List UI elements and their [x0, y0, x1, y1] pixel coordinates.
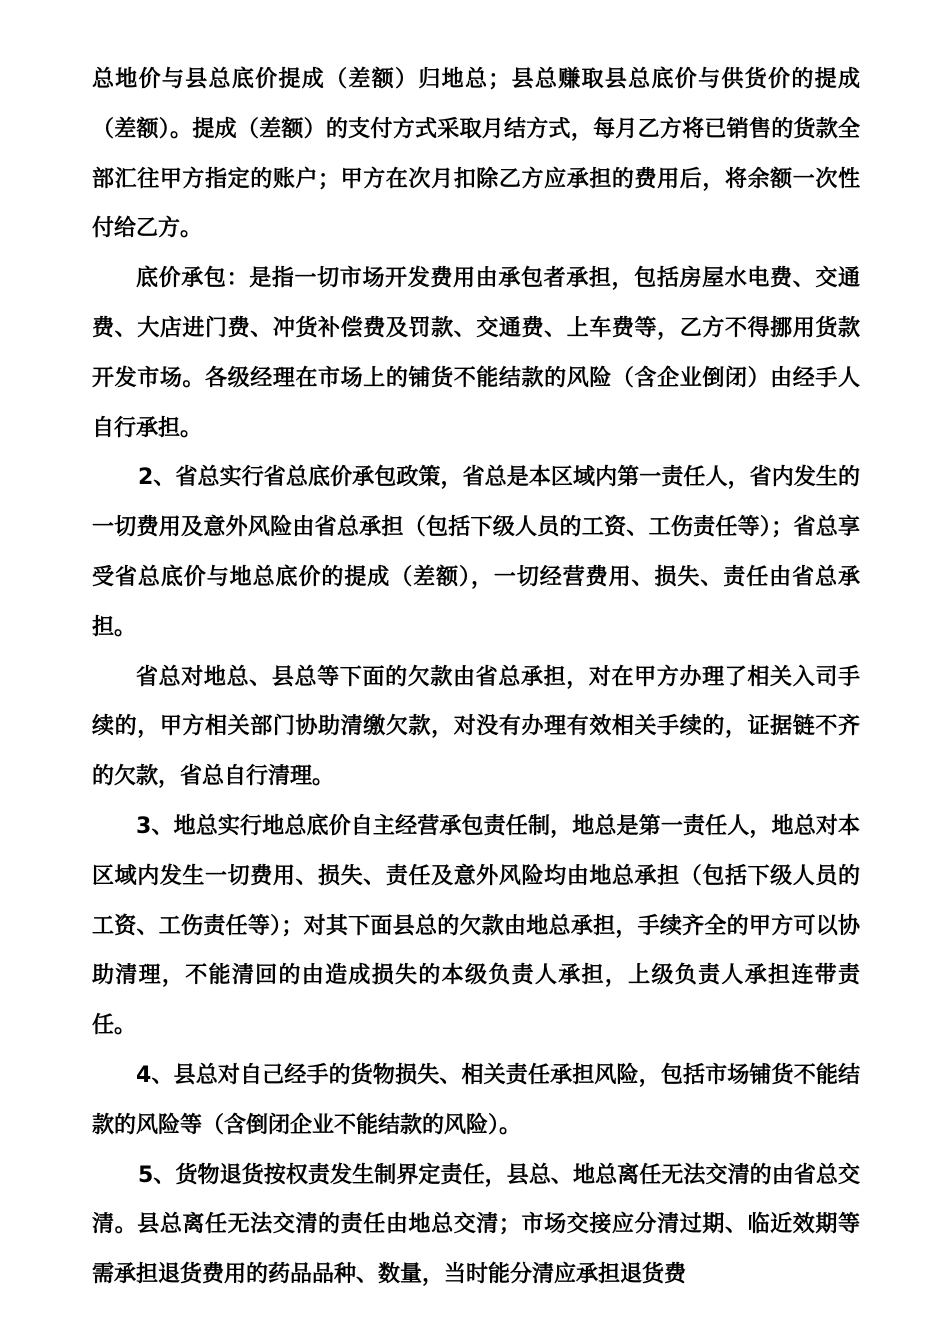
- document-body: [92, 55, 860, 1300]
- paragraph-item-2: 2、省总实行省总底价承包政策，省总是本区域内第一责任人，省内发生的一切费用及意外风险由省总承担（包括下级人员的工资、工伤责任等）；省总享受省总底价与地总底价的提成（差额），一切经营费用、损失、责任由省总承担。: [92, 465, 860, 640]
- paragraph-item-4: 4、县总对自己经手的货物损失、相关责任承担风险，包括市场铺货不能结款的风险等（含倒闭企业不能结款的风险）。: [92, 1062, 860, 1138]
- paragraph-item-3: 3、地总实行地总底价自主经营承包责任制，地总是第一责任人，地总对本区域内发生一切费用、损失、责任及意外风险均由地总承担（包括下级人员的工资、工伤责任等）；对其下面县总的欠款由地总承担，手续齐全的甲方可以协助清理，不能清回的由造成损失的本级负责人承担，上级负责人承担连带责任。: [92, 813, 860, 1039]
- paragraph-provincial-debt: 省总对地总、县总等下面的欠款由省总承担，对在甲方办理了相关入司手续的，甲方相关部门协助清缴欠款，对没有办理有效相关手续的，证据链不齐的欠款，省总自行清理。: [92, 664, 860, 790]
- paragraph-continuation: 总地价与县总底价提成（差额）归地总；县总赚取县总底价与供货价的提成（差额）。提成（差额）的支付方式采取月结方式，每月乙方将已销售的货款全部汇往甲方指定的账户；甲方在次月扣除乙方应承担的费用后，将余额一次性付给乙方。: [92, 67, 860, 242]
- paragraph-base-price-contract: 底价承包：是指一切市场开发费用由承包者承担，包括房屋水电费、交通费、大店进门费、冲货补偿费及罚款、交通费、上车费等，乙方不得挪用货款开发市场。各级经理在市场上的铺货不能结款的风险（含企业倒闭）由经手人自行承担。: [92, 266, 860, 441]
- paragraph-item-5: 5、货物退货按权责发生制界定责任，县总、地总离任无法交清的由省总交清。县总离任无法交清的责任由地总交清；市场交接应分清过期、临近效期等需承担退货费用的药品品种、数量，当时能分清应承担退货费: [92, 1162, 860, 1288]
